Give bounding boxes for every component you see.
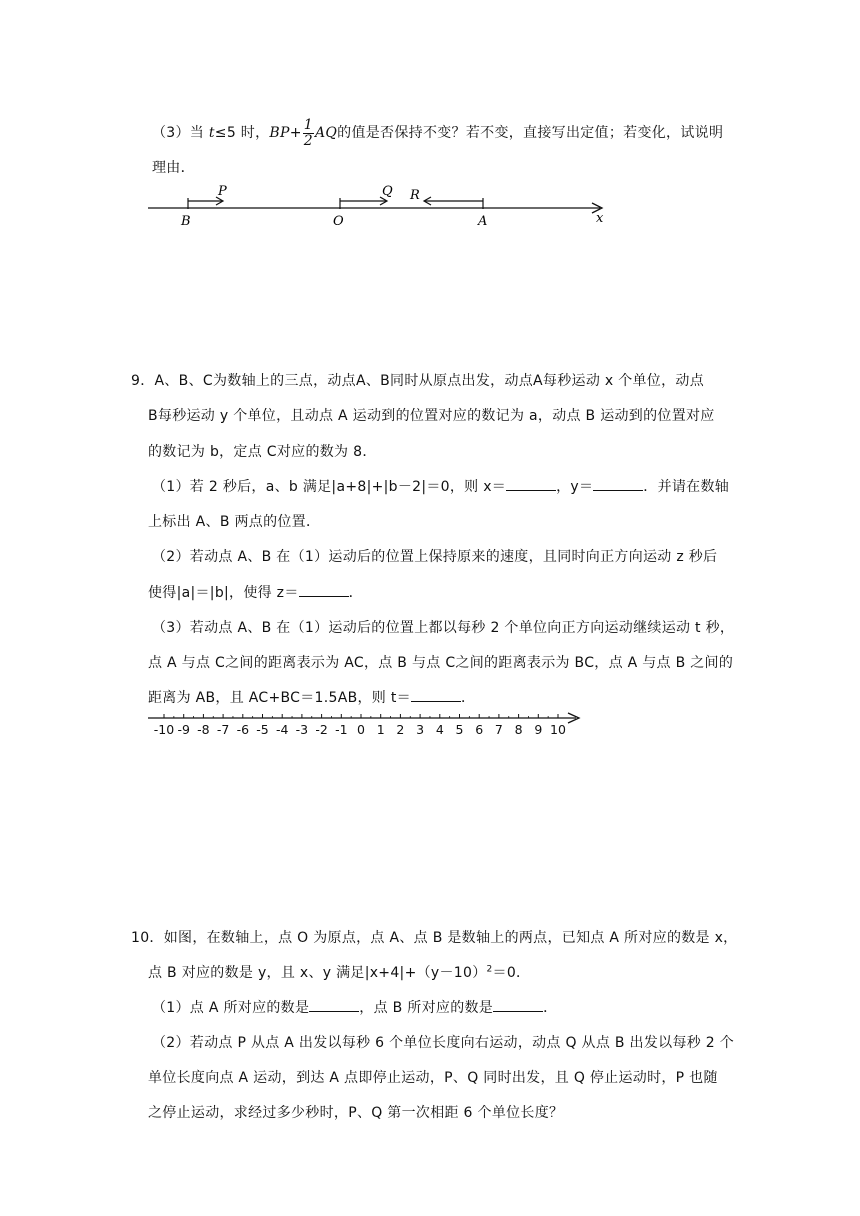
q10-part1 bbox=[152, 997, 557, 1017]
q9-part1-text-c: ．并请在数轴 bbox=[643, 479, 730, 495]
number-line bbox=[140, 705, 590, 745]
label-p: P bbox=[218, 184, 227, 199]
fraction-one-half bbox=[303, 118, 314, 148]
term-aq: AQ bbox=[314, 125, 338, 142]
q9-part2-line1: （2）若动点 A、B 在（1）运动后的位置上保持原来的速度，且同时向正方向运动 z 秒后 bbox=[152, 549, 718, 565]
q9-part3-line2: 点 A 与点 C之间的距离表示为 AC，点 B 与点 C之间的距离表示为 BC，点 A 与点 B 之间的 bbox=[148, 655, 734, 671]
q8-part3-line2: 理由． bbox=[152, 160, 195, 176]
q10-part1-text-c: ． bbox=[543, 1000, 558, 1016]
label-a: A bbox=[478, 214, 488, 229]
label-o: O bbox=[333, 214, 344, 229]
answer-blank-x[interactable] bbox=[506, 489, 556, 491]
number-line-label: -4 bbox=[275, 722, 289, 737]
term-bp: BP bbox=[269, 125, 290, 142]
label-q: Q bbox=[382, 184, 393, 199]
q9-part3-line3 bbox=[148, 687, 475, 707]
q9-part3-line1: （3）若动点 A、B 在（1）运动后的位置上都以每秒 2 个单位向正方向运动继续运动 t 秒， bbox=[152, 620, 735, 636]
q8-part3-line1 bbox=[152, 118, 723, 148]
answer-blank-y[interactable] bbox=[593, 489, 643, 491]
number-line-label: 10 bbox=[550, 722, 566, 737]
q8-part3-rest: 的值是否保持不变？若不变，直接写出定值；若变化，试说明 bbox=[337, 125, 724, 142]
var-t: t bbox=[208, 125, 215, 142]
q9-part3-text-d: ． bbox=[460, 690, 476, 706]
q10-line2-text-a: 点 B 对应的数是 y，且 x、y 满足|x+4|+（y－10） bbox=[148, 965, 487, 981]
answer-blank-b-value[interactable] bbox=[493, 1010, 543, 1012]
fraction-numerator: 1 bbox=[303, 117, 313, 133]
q9-part3-text-c: 距离为 AB，且 AC+BC＝1.5AB，则 t＝ bbox=[148, 690, 411, 706]
q10-line2 bbox=[148, 962, 530, 982]
q9-part2-text-c: ． bbox=[348, 585, 363, 601]
label-r: R bbox=[410, 188, 420, 203]
number-line-label: -6 bbox=[236, 722, 250, 737]
number-line-label: 1 bbox=[376, 722, 385, 737]
q10-part2-line3: 之停止运动，求经过多少秒时，P、Q 第一次相距 6 个单位长度？ bbox=[148, 1105, 564, 1121]
q10-part1-text-b: ，点 B 所对应的数是 bbox=[359, 1000, 494, 1016]
label-x-axis: x bbox=[596, 211, 604, 226]
q8-part3-prefix: （3）当 bbox=[152, 125, 209, 142]
label-b: B bbox=[181, 214, 191, 229]
q10-line2-text-b: ＝0． bbox=[492, 965, 531, 981]
number-line-label: 3 bbox=[416, 722, 425, 737]
q9-line2: B每秒运动 y 个单位，且动点 A 运动到的位置对应的数记为 a，动点 B 运动到的位置对应 bbox=[148, 408, 715, 424]
moving-points-diagram bbox=[140, 180, 620, 230]
exponent-2: 2 bbox=[486, 964, 493, 975]
number-line-label: 6 bbox=[475, 722, 484, 737]
answer-blank-z[interactable] bbox=[299, 595, 349, 597]
number-line-label: -7 bbox=[216, 722, 230, 737]
number-line-label: -3 bbox=[295, 722, 309, 737]
number-line-label: 0 bbox=[357, 722, 365, 737]
q9-part2-text-b: 使得|a|＝|b|，使得 z＝ bbox=[148, 585, 299, 601]
number-line-label: 5 bbox=[455, 722, 464, 737]
q9-part1-line2: 上标出 A、B 两点的位置． bbox=[148, 514, 321, 530]
plus-sign: + bbox=[289, 125, 302, 142]
number-line-label: 4 bbox=[435, 722, 444, 737]
number-line-label: 9 bbox=[534, 722, 543, 737]
number-line-label: 7 bbox=[494, 722, 503, 737]
q9-part2-line2 bbox=[148, 582, 363, 602]
number-line-label: -5 bbox=[256, 722, 269, 737]
number-line-label: -2 bbox=[315, 722, 328, 737]
q9-part1-text-a: （1）若 2 秒后，a、b 满足|a+8|+|b－2|＝0，则 x＝ bbox=[152, 479, 507, 495]
q10-part2-line2: 单位长度向点 A 运动，到达 A 点即停止运动，P、Q 同时出发，且 Q 停止运动时，P 也随 bbox=[148, 1070, 718, 1086]
q10-part2-line1: （2）若动点 P 从点 A 出发以每秒 6 个单位长度向右运动，动点 Q 从点 B 出发以每秒 2 个 bbox=[152, 1035, 735, 1051]
number-line-label: -1 bbox=[335, 722, 348, 737]
q9-part1-line1 bbox=[152, 476, 729, 496]
q9-part1-text-b: ，y＝ bbox=[556, 479, 594, 495]
number-line-label: -9 bbox=[177, 722, 190, 737]
q10-part1-text-a: （1）点 A 所对应的数是 bbox=[152, 1000, 310, 1016]
q9-line1: 9．A、B、C为数轴上的三点，动点A、B同时从原点出发，动点A每秒运动 x 个单位，动点 bbox=[131, 373, 705, 389]
fraction-denominator: 2 bbox=[303, 132, 313, 149]
number-line-label: 8 bbox=[514, 722, 523, 737]
number-line-label: -10 bbox=[153, 722, 175, 737]
answer-blank-a-value[interactable] bbox=[309, 1010, 359, 1012]
condition-text: ≤5 时， bbox=[214, 125, 270, 142]
number-line-label: 2 bbox=[396, 722, 405, 737]
q10-line1: 10．如图，在数轴上，点 O 为原点，点 A、点 B 是数轴上的两点，已知点 A 所对应的数是 x， bbox=[131, 930, 738, 946]
number-line-label: -8 bbox=[197, 722, 210, 737]
answer-blank-t[interactable] bbox=[411, 700, 461, 702]
q9-line3: 的数记为 b，定点 C对应的数为 8． bbox=[148, 444, 377, 460]
